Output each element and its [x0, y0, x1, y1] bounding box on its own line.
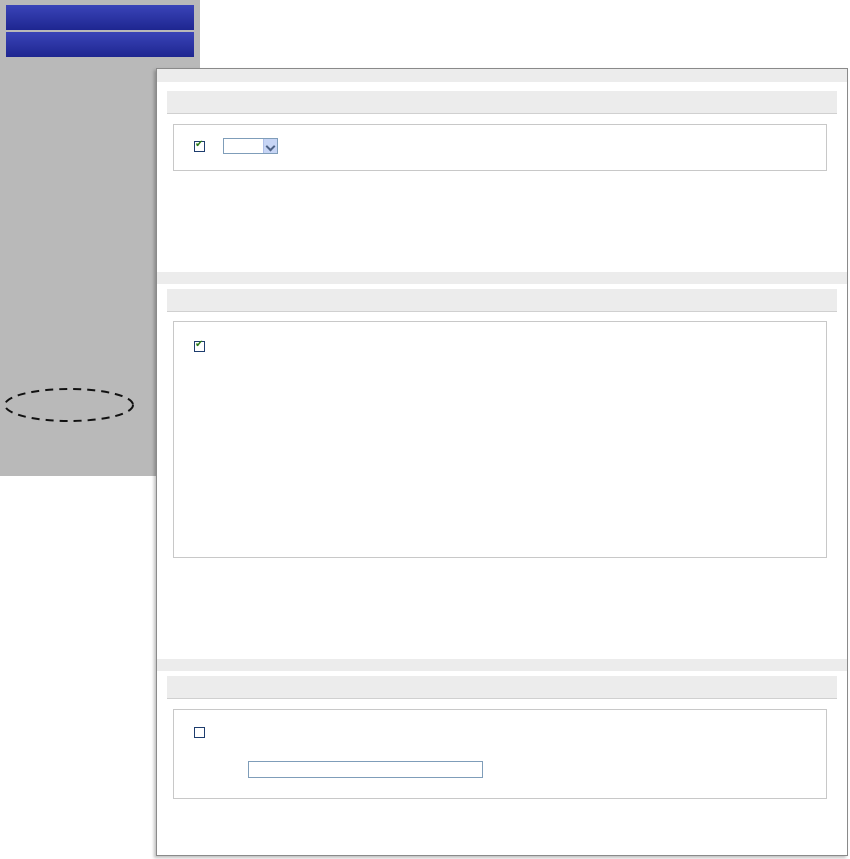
ups-checkbox[interactable]	[194, 727, 205, 738]
ups-title	[167, 676, 837, 699]
spindown-minutes-select[interactable]	[223, 138, 278, 154]
nav-item-status[interactable]	[6, 32, 194, 57]
spindown-section	[157, 91, 847, 272]
section-gap	[157, 659, 847, 671]
spindown-checkbox[interactable]	[194, 141, 205, 152]
top-gap	[157, 69, 847, 82]
power-timer-checkbox[interactable]	[194, 341, 205, 352]
spindown-title	[167, 91, 837, 114]
ups-section	[157, 676, 847, 846]
nav-item-system[interactable]	[6, 5, 194, 30]
power-timer-section	[157, 289, 847, 659]
section-gap	[157, 272, 847, 284]
dropdown-arrow-icon	[263, 139, 277, 153]
remote-ip-input[interactable]	[248, 761, 483, 778]
settings-panel	[156, 68, 848, 856]
power-timer-box	[173, 321, 827, 558]
spindown-box	[173, 124, 827, 171]
ups-box	[173, 709, 827, 799]
power-timer-title	[167, 289, 837, 312]
